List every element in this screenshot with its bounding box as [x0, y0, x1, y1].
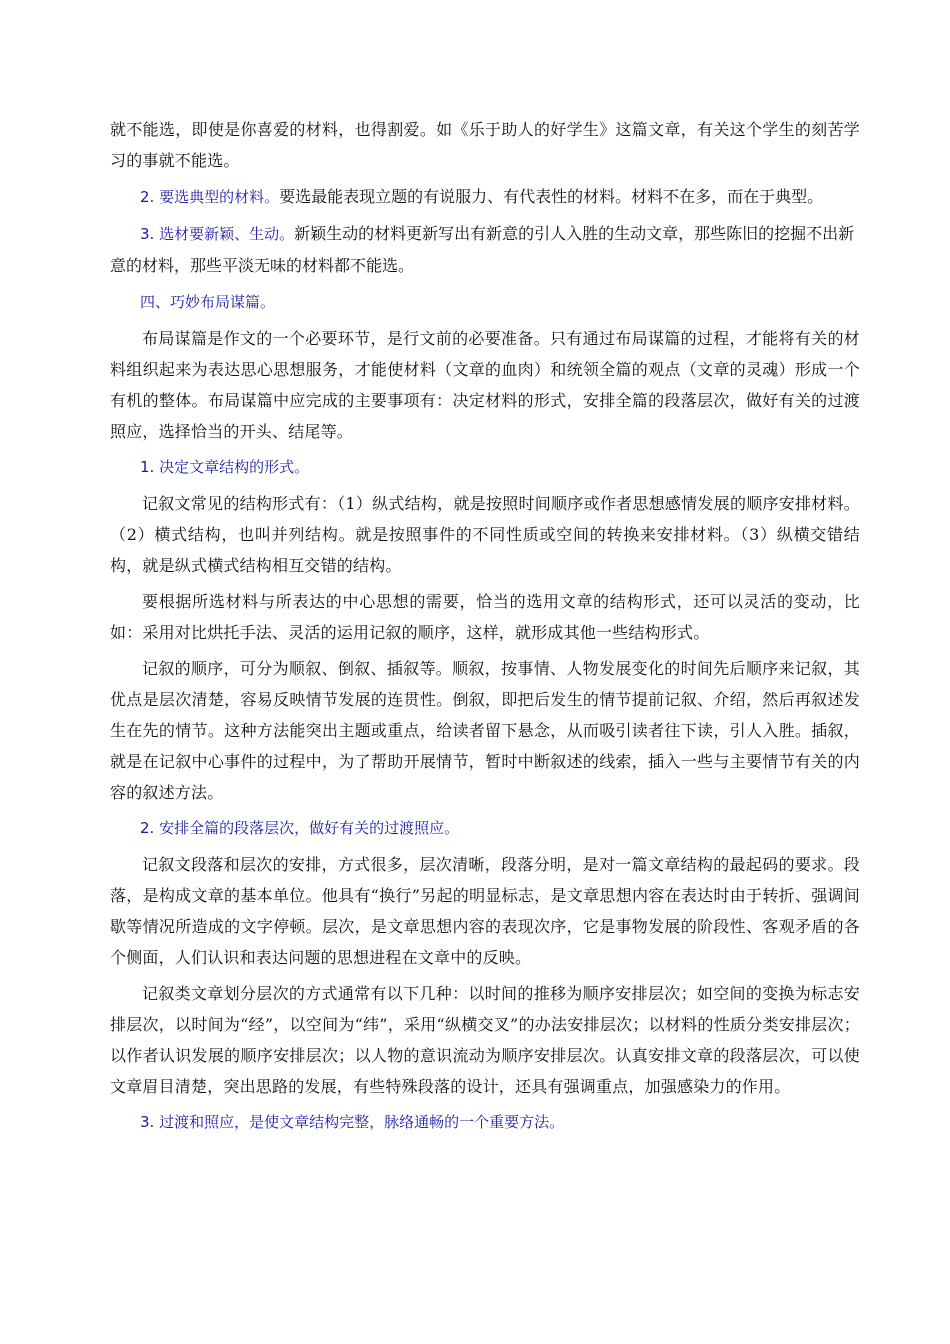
paragraph-text: 记叙的顺序，可分为顺叙、倒叙、插叙等。顺叙，按事情、人物发展变化的时间先后顺序来记叙，其优点是层次清楚，容易反映情节发展的连贯性。倒叙，即把后发生的情节提前记叙、介绍，然后再叙述发生在先的情节。这种方法能突出主题或重点，给读者留下悬念，从而吸引读者往下读，引人入胜。插叙，就是在记叙中心事件的过程中，为了帮助开展情节，暂时中断叙述的线索，插入一些与主要情节有关的内容的叙述方法。	[110, 659, 860, 802]
heading-paragraph-levels	[110, 813, 860, 844]
paragraph-text: 记叙类文章划分层次的方式通常有以下几种：以时间的推移为顺序安排层次；如空间的变换为标志安排层次，以时间为“经”，以空间为“纬”，采用“纵横交叉”的办法安排层次；以材料的性质分类安排层次；以作者认识发展的顺序安排层次；以人物的意识流动为顺序安排层次。认真安排文章的段落层次，可以使文章眉目清楚，突出思路的发展，有些特殊段落的设计，还具有强调重点，加强感染力的作用。	[110, 984, 860, 1096]
heading-text: 3. 过渡和照应，是使文章结构完整，脉络通畅的一个重要方法。	[140, 1113, 565, 1131]
heading-typical-material	[110, 181, 860, 213]
paragraph-text: 记叙文段落和层次的安排，方式很多，层次清晰，段落分明，是对一篇文章结构的最起码的要求。段落，是构成文章的基本单位。他具有“换行”另起的明显标志，是文章思想内容在表达时由于转折、强调间歇等情况所造成的文字停顿。层次，是文章思想内容的表现次序，它是事物发展的阶段性、客观矛盾的各个侧面，人们认识和表达问题的思想进程在文章中的反映。	[110, 855, 860, 967]
heading-transition	[110, 1107, 860, 1138]
paragraph-text: 要根据所选材料与所表达的中心思想的需要，恰当的选用文章的结构形式，还可以灵活的变动，比如：采用对比烘托手法、灵活的运用记叙的顺序，这样，就形成其他一些结构形式。	[110, 592, 860, 642]
heading-structure-form	[110, 452, 860, 483]
heading-text: 1. 决定文章结构的形式。	[140, 458, 310, 476]
heading-text: 2. 要选典型的材料。	[140, 188, 280, 206]
heading-text: 2. 安排全篇的段落层次，做好有关的过渡照应。	[140, 819, 460, 837]
heading-followup-text: 新颖生动的材料更新写出有新意的引人入胜的生动文章，那些陈旧的挖掘不出新意的材料，那些平淡无味的材料都不能选。	[110, 224, 855, 275]
heading-text: 四、巧妙布局谋篇。	[140, 293, 276, 311]
paragraph-structure-choice	[110, 586, 860, 648]
paragraph-text: 记叙文常见的结构形式有：（1）纵式结构，就是按照时间顺序或作者思想感情发展的顺序安排材料。（2）横式结构，也叫并列结构。就是按照事件的不同性质或空间的转换来安排材料。（3）纵横交错结构，就是纵式横式结构相互交错的结构。	[110, 494, 860, 575]
paragraph-layout-planning	[110, 323, 860, 447]
heading-section-four	[110, 287, 860, 318]
paragraph-text: 布局谋篇是作文的一个必要环节，是行文前的必要准备。只有通过布局谋篇的过程，才能将有关的材料组织起来为表达思心思想服务，才能使材料（文章的血肉）和统领全篇的观点（文章的灵魂）形成一个有机的整体。布局谋篇中应完成的主要事项有：决定材料的形式，安排全篇的段落层次，做好有关的过渡照应，选择恰当的开头、结尾等。	[110, 329, 860, 441]
heading-followup-text: 要选最能表现立题的有说服力、有代表性的材料。材料不在多，而在于典型。	[279, 187, 824, 206]
paragraph-text: 就不能选，即使是你喜爱的材料，也得割爱。如《乐于助人的好学生》这篇文章，有关这个学生的刻苦学习的事就不能选。	[110, 120, 860, 170]
paragraph-material-selection-end	[110, 114, 860, 176]
paragraph-level-methods	[110, 978, 860, 1102]
paragraph-narrative-order	[110, 653, 860, 808]
heading-novel-material	[110, 218, 860, 282]
heading-text: 3. 选材要新颖、生动。	[140, 225, 295, 243]
paragraph-structure-types	[110, 488, 860, 581]
paragraph-segments-levels	[110, 849, 860, 973]
